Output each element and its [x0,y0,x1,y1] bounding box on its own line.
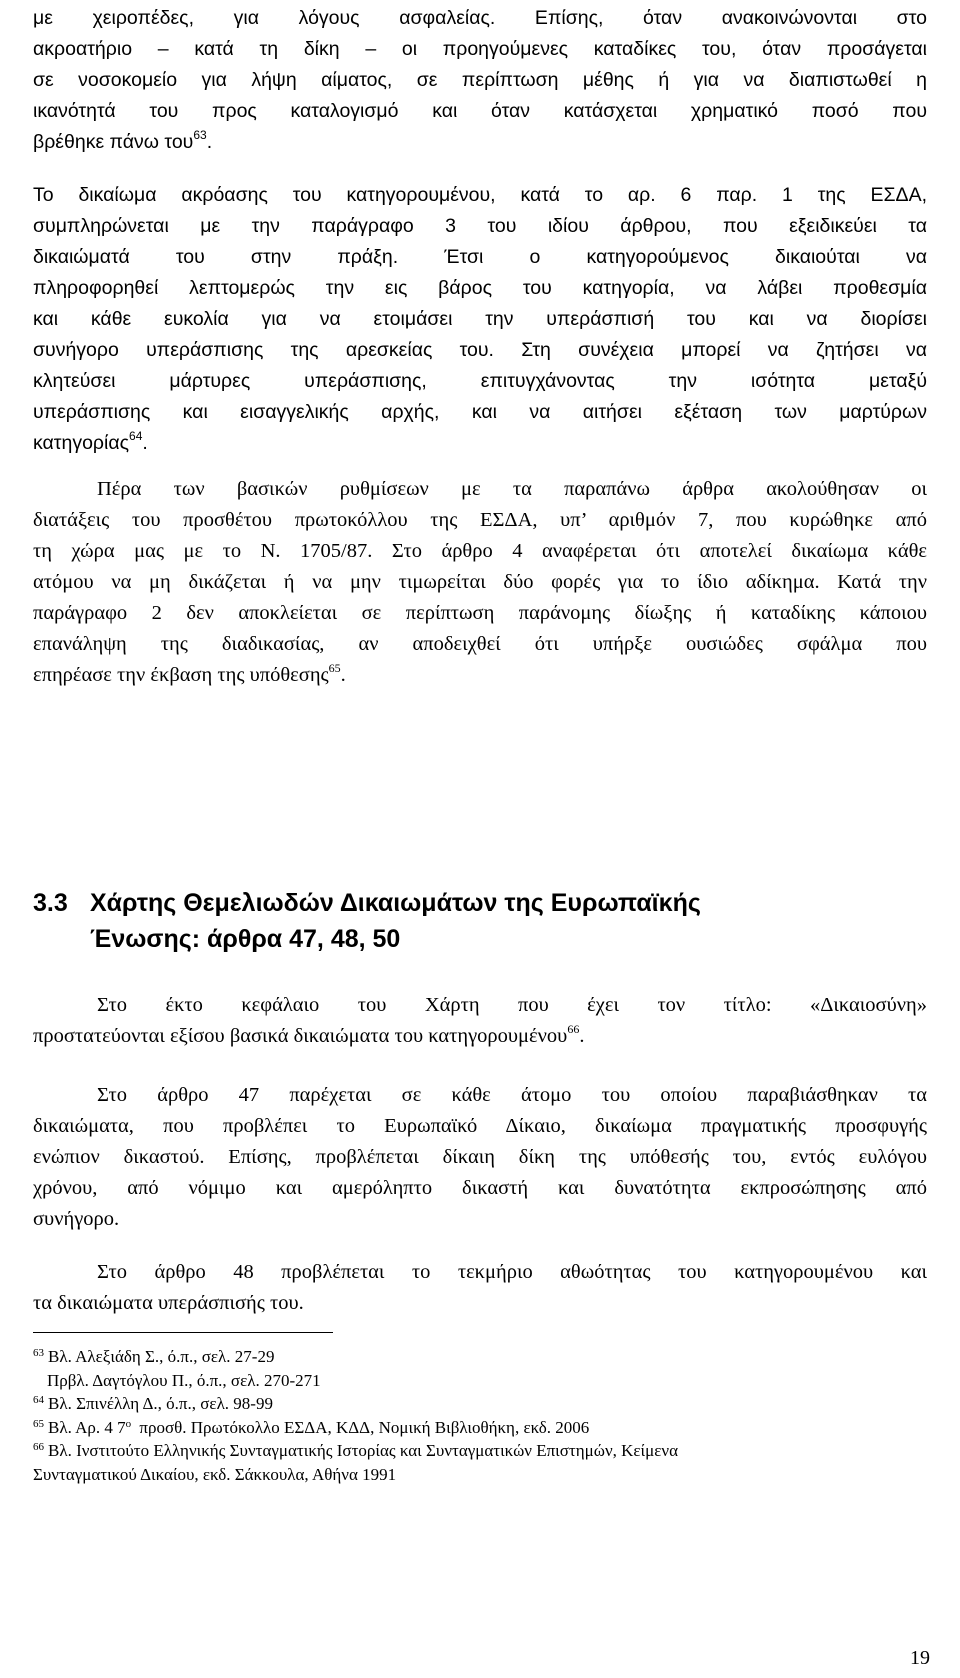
text-line: κλητεύσει μάρτυρες υπεράσπισης, επιτυγχάνοντας την ισότητα μεταξύ [33,370,927,392]
paragraph-article-47 [33,1080,927,1235]
text-fragment: . [206,131,213,153]
paragraph-article-48 [33,1257,927,1319]
text-line: τη χώρα μας με το Ν. 1705/87. Στο άρθρο 4 αναφέρεται ότι αποτελεί δικαίωμα κάθε [33,540,927,562]
footnote-reference: 65 [328,661,341,675]
text-line: επανάληψη της διαδικασίας, αν αποδειχθεί ότι υπήρξε ουσιώδες σφάλμα που [33,633,927,655]
footnote-reference: 64 [129,429,143,443]
text-line: Στο άρθρο 47 παρέχεται σε κάθε άτομο του οποίου παραβιάσθηκαν τα [97,1084,927,1106]
paragraph-hearing-right [33,180,927,459]
footnote [33,1392,927,1416]
text-line [33,428,927,459]
text-fragment: . [579,1025,585,1047]
footnote-text: Πρβλ. Δαγτόγλου Π., ό.π., σελ. 270-271 [47,1370,321,1390]
text-fragment: . [340,664,346,686]
text-line: με χειροπέδες, για λόγους ασφαλείας. Επίσης, όταν ανακοινώνονται στο [33,7,927,29]
text-line: ατόμου να μη δικάζεται ή να μην τιμωρείται δύο φορές για το ίδιο αδίκημα. Κατά την [33,571,927,593]
text-fragment: . [142,432,148,454]
footnote-reference: 66 [567,1022,580,1036]
text-line: συμπληρώνεται με την παράγραφο 3 του ιδίου άρθρου, που εξειδικεύει τα [33,215,927,237]
text-line: σε νοσοκομείο για λήψη αίματος, σε περίπτωση μέθης ή για να διαπιστωθεί η [33,69,927,91]
text-line: και κάθε ευκολία για να ετοιμάσει την υπεράσπισή του και να διορίσει [33,308,927,330]
text-line: χρόνου, από νόμιμο και αμερόληπτο δικαστή και δυνατότητα εκπροσώπησης από [33,1177,927,1199]
heading-title-part: Χάρτης Θεμελιωδών Δικαιωμάτων της Ευρωπαϊκής [90,889,701,917]
heading-line [33,885,927,921]
page-number: 19 [910,1647,930,1669]
ordinal-superscript: ο [125,1417,132,1430]
footnote-mark: 63 [33,1347,44,1359]
text-line: πληροφορηθεί λεπτομερώς την εις βάρος του κατηγορία, να λάβει προθεσμία [33,277,927,299]
footnote-text: Βλ. Σπινέλλη Δ., ό.π., σελ. 98-99 [48,1394,273,1413]
text-fragment: επηρέασε την έκβαση της υπόθεσης [33,664,329,686]
text-fragment: προστατεύονται εξίσου βασικά δικαιώματα του κατηγορουμένου [33,1025,568,1047]
footnote-text: Βλ. Αλεξιάδη Σ., ό.π., σελ. 27-29 [48,1347,275,1366]
text-line: υπεράσπισης και εισαγγελικής αρχής, και να αιτήσει εξέταση των μαρτύρων [33,401,927,423]
section-heading [33,885,927,957]
footnote-mark: 65 [33,1417,44,1430]
text-line [33,127,927,158]
footnotes [33,1345,927,1486]
text-line: ικανότητά του προς καταλογισμό και όταν κατάσχεται χρηματικό ποσό που [33,100,927,122]
text-line: Το δικαίωμα ακρόασης του κατηγορουμένου, κατά το αρ. 6 παρ. 1 της ΕΣΔΑ, [33,184,927,206]
footnote-reference: 63 [193,128,207,142]
footnote-text: Βλ. Αρ. 4 7 [48,1417,126,1437]
text-line: Στο άρθρο 48 προβλέπεται το τεκμήριο αθωότητας του κατηγορουμένου και [97,1261,927,1283]
text-line: Πέρα των βασικών ρυθμίσεων με τα παραπάνω άρθρα ακολούθησαν οι [97,478,927,500]
text-line: παράγραφο 2 δεν αποκλείεται σε περίπτωση παράνομης δίωξης ή καταδίκης κάποιου [33,602,927,624]
text-line: τα δικαιώματα υπεράσπισής του. [33,1292,304,1314]
footnote-mark: 66 [33,1441,44,1453]
text-line: ακροατήριο – κατά τη δίκη – οι προηγούμενες καταδίκες του, όταν προσάγεται [33,38,927,60]
text-line: Στο έκτο κεφάλαιο του Χάρτη που έχει τον τίτλο: «Δικαιοσύνη» [97,994,927,1016]
footnote-text: προσθ. Πρωτόκολλο ΕΣΔΑ, ΚΔΔ, Νομική Βιβλιοθήκη, εκδ. 2006 [135,1417,590,1437]
text-fragment: βρέθηκε πάνω του [33,131,194,153]
footnote [33,1439,927,1463]
text-line: διατάξεις του προσθέτου πρωτοκόλλου της ΕΣΔΑ, υπ’ αριθμόν 7, που κυρώθηκε από [33,509,927,531]
paragraph-chapter-justice [33,990,927,1052]
text-line [33,660,927,691]
text-line: συνήγορο υπεράσπισης της αρεσκείας του. Στη συνέχεια μπορεί να ζητήσει να [33,339,927,361]
footnote-continuation [33,1463,927,1487]
text-line [33,1021,927,1052]
footnote-text: Συνταγματικού Δικαίου, εκδ. Σάκκουλα, Αθήνα 1991 [33,1464,397,1484]
text-line: δικαιώματα, που προβλέπει το Ευρωπαϊκό Δίκαιο, δικαίωμα πραγματικής προσφυγής [33,1115,927,1137]
paragraph-continuation [33,3,927,158]
text-line: δικαιώματά του στην πράξη. Έτσι ο κατηγορούμενος δικαιούται να [33,246,927,268]
heading-title-part: Ένωσης: άρθρα 47, 48, 50 [90,925,401,953]
text-line: ενώπιον δικαστού. Επίσης, προβλέπεται δίκαιη δίκη της υπόθεσής του, εντός ευλόγου [33,1146,927,1168]
section-number: 3.3 [33,889,68,917]
footnote [33,1345,927,1369]
footnote-text: Βλ. Ινστιτούτο Ελληνικής Συνταγματικής Ιστορίας και Συνταγματικών Επιστημών, Κείμενα [48,1441,678,1460]
footnote-mark: 64 [33,1394,44,1406]
footnote-continuation [33,1369,927,1393]
text-line: συνήγορο. [33,1208,120,1230]
paragraph-protocol-7 [33,474,927,691]
footnote [33,1416,927,1440]
footnote-separator [33,1332,333,1333]
text-fragment: κατηγορίας [33,432,130,454]
